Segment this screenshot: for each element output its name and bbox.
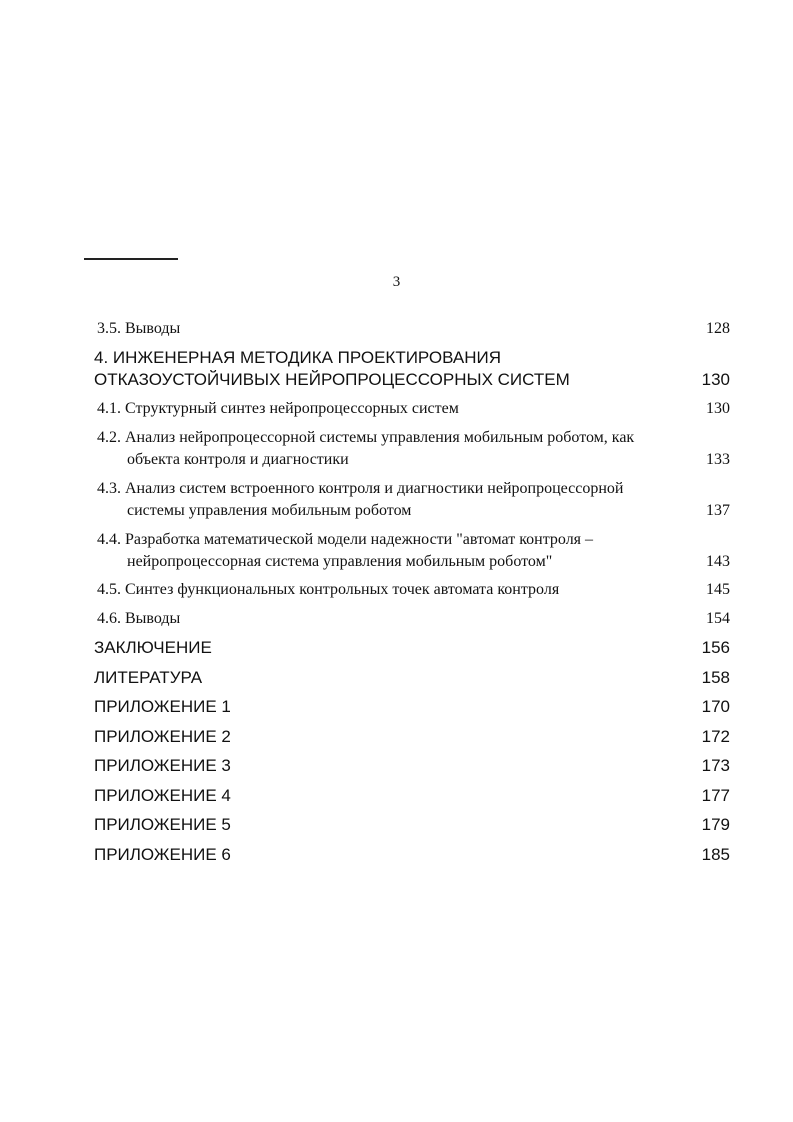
toc-entry-page: 170 <box>701 697 730 716</box>
toc-entry-label: 4.6. Выводы <box>97 610 181 627</box>
toc-entry-page: 145 <box>706 581 730 598</box>
toc-entry-label: ПРИЛОЖЕНИЕ 4 <box>94 786 231 805</box>
toc-entry-label-line1: 4. ИНЖЕНЕРНАЯ МЕТОДИКА ПРОЕКТИРОВАНИЯ <box>94 348 501 367</box>
toc-entry-label-line1: 4.4. Разработка математической модели надежности "автомат контроля – <box>97 531 594 548</box>
toc-entry-page: 130 <box>701 370 730 389</box>
toc-entry-page: 177 <box>701 786 730 805</box>
page-number: 3 <box>392 274 401 290</box>
toc-entry-page: 179 <box>701 815 730 834</box>
toc-entry-label: ПРИЛОЖЕНИЕ 6 <box>94 845 231 864</box>
toc-entry-label: ЛИТЕРАТУРА <box>94 668 203 687</box>
toc-entry-label: ЗАКЛЮЧЕНИЕ <box>94 638 212 657</box>
header-rule <box>84 258 178 260</box>
toc-entry-page: 158 <box>701 668 730 687</box>
toc-entry-label-line1: 4.2. Анализ нейропроцессорной системы управления мобильным роботом, как <box>97 429 635 446</box>
toc-entry-label-line2: ОТКАЗОУСТОЙЧИВЫХ НЕЙРОПРОЦЕССОРНЫХ СИСТЕМ <box>94 370 570 389</box>
toc-entry-label-line1: 4.3. Анализ систем встроенного контроля и диагностики нейропроцессорной <box>97 480 624 497</box>
toc-entry-label: ПРИЛОЖЕНИЕ 3 <box>94 756 231 775</box>
toc-entry-label: ПРИЛОЖЕНИЕ 2 <box>94 727 231 746</box>
toc-entry-label-line2: нейропроцессорная система управления мобильным роботом" <box>127 553 553 570</box>
toc-entry-label: 4.1. Структурный синтез нейропроцессорных систем <box>97 400 459 417</box>
toc-entry-page: 137 <box>706 502 730 519</box>
toc-entry-label: ПРИЛОЖЕНИЕ 1 <box>94 697 231 716</box>
toc-entry-label: 4.5. Синтез функциональных контрольных точек автомата контроля <box>97 581 560 598</box>
toc-entry-page: 156 <box>701 638 730 657</box>
toc-entry-label-line2: системы управления мобильным роботом <box>127 502 412 519</box>
toc-entry-page: 172 <box>701 727 730 746</box>
toc-entry-page: 128 <box>706 320 730 337</box>
toc-entry-page: 173 <box>701 756 730 775</box>
toc-entry-label: ПРИЛОЖЕНИЕ 5 <box>94 815 231 834</box>
toc-entry-page: 133 <box>706 451 730 468</box>
toc-entry-page: 143 <box>706 553 730 570</box>
toc-entry-page: 185 <box>701 845 730 864</box>
toc-entry-page: 130 <box>706 400 730 417</box>
toc-entry-page: 154 <box>706 610 730 627</box>
toc-entry-label-line2: объекта контроля и диагностики <box>127 451 349 468</box>
toc-entry-label: 3.5. Выводы <box>97 320 181 337</box>
